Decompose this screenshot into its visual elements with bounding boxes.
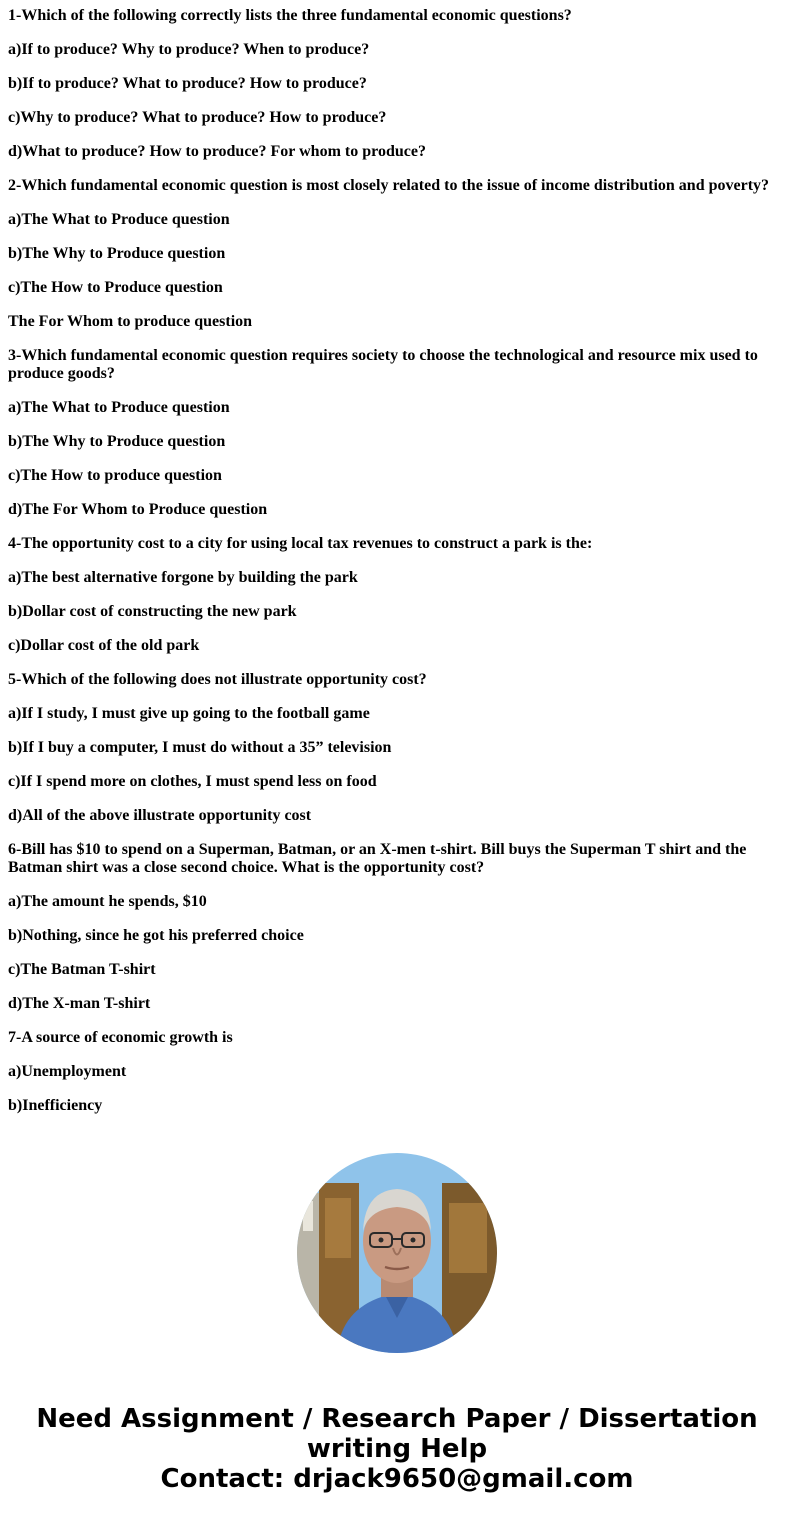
option-2c: c)The How to Produce question xyxy=(8,279,223,296)
option-6b: b)Nothing, since he got his preferred choice xyxy=(8,927,304,944)
author-portrait-image xyxy=(297,1153,497,1353)
option-2b: b)The Why to Produce question xyxy=(8,245,226,262)
option-7b: b)Inefficiency xyxy=(8,1097,103,1114)
author-avatar xyxy=(297,1153,497,1353)
option-5a: a)If I study, I must give up going to the football game xyxy=(8,705,370,722)
banner-line-1: Need Assignment / Research Paper / Dissertation xyxy=(36,1404,758,1434)
option-3c: c)The How to produce question xyxy=(8,467,222,484)
option-2a: a)The What to Produce question xyxy=(8,211,230,228)
contact-banner xyxy=(0,1404,794,1494)
question-list xyxy=(8,7,786,1131)
option-1b: b)If to produce? What to produce? How to produce? xyxy=(8,75,367,92)
question-6: 6-Bill has $10 to spend on a Superman, Batman, or an X-men t-shirt. Bill buys the Superman T shirt and the Batman shirt was a close second choice. What is the opportunity cost? xyxy=(8,841,747,876)
option-4a: a)The best alternative forgone by building the park xyxy=(8,569,358,586)
question-2: 2-Which fundamental economic question is most closely related to the issue of income distribution and poverty? xyxy=(8,177,770,194)
option-4c: c)Dollar cost of the old park xyxy=(8,637,200,654)
option-1d: d)What to produce? How to produce? For whom to produce? xyxy=(8,143,426,160)
option-6c: c)The Batman T-shirt xyxy=(8,961,156,978)
option-1c: c)Why to produce? What to produce? How to produce? xyxy=(8,109,387,126)
question-3: 3-Which fundamental economic question requires society to choose the technological and resource mix used to produce goods? xyxy=(8,347,758,382)
option-6d: d)The X-man T-shirt xyxy=(8,995,151,1012)
option-2d: The For Whom to produce question xyxy=(8,313,253,330)
option-3a: a)The What to Produce question xyxy=(8,399,230,416)
question-7: 7-A source of economic growth is xyxy=(8,1029,233,1046)
banner-line-2: writing Help xyxy=(306,1434,488,1464)
option-3b: b)The Why to Produce question xyxy=(8,433,226,450)
option-4b: b)Dollar cost of constructing the new park xyxy=(8,603,297,620)
option-5d: d)All of the above illustrate opportunity cost xyxy=(8,807,312,824)
question-5: 5-Which of the following does not illustrate opportunity cost? xyxy=(8,671,427,688)
option-1a: a)If to produce? Why to produce? When to produce? xyxy=(8,41,370,58)
option-7a: a)Unemployment xyxy=(8,1063,127,1080)
option-5b: b)If I buy a computer, I must do without a 35” television xyxy=(8,739,392,756)
question-4: 4-The opportunity cost to a city for using local tax revenues to construct a park is the: xyxy=(8,535,593,552)
option-6a: a)The amount he spends, $10 xyxy=(8,893,207,910)
question-1: 1-Which of the following correctly lists the three fundamental economic questions? xyxy=(8,7,572,24)
option-5c: c)If I spend more on clothes, I must spend less on food xyxy=(8,773,377,790)
option-3d: d)The For Whom to Produce question xyxy=(8,501,268,518)
contact-email[interactable]: Contact: drjack9650@gmail.com xyxy=(160,1464,634,1494)
